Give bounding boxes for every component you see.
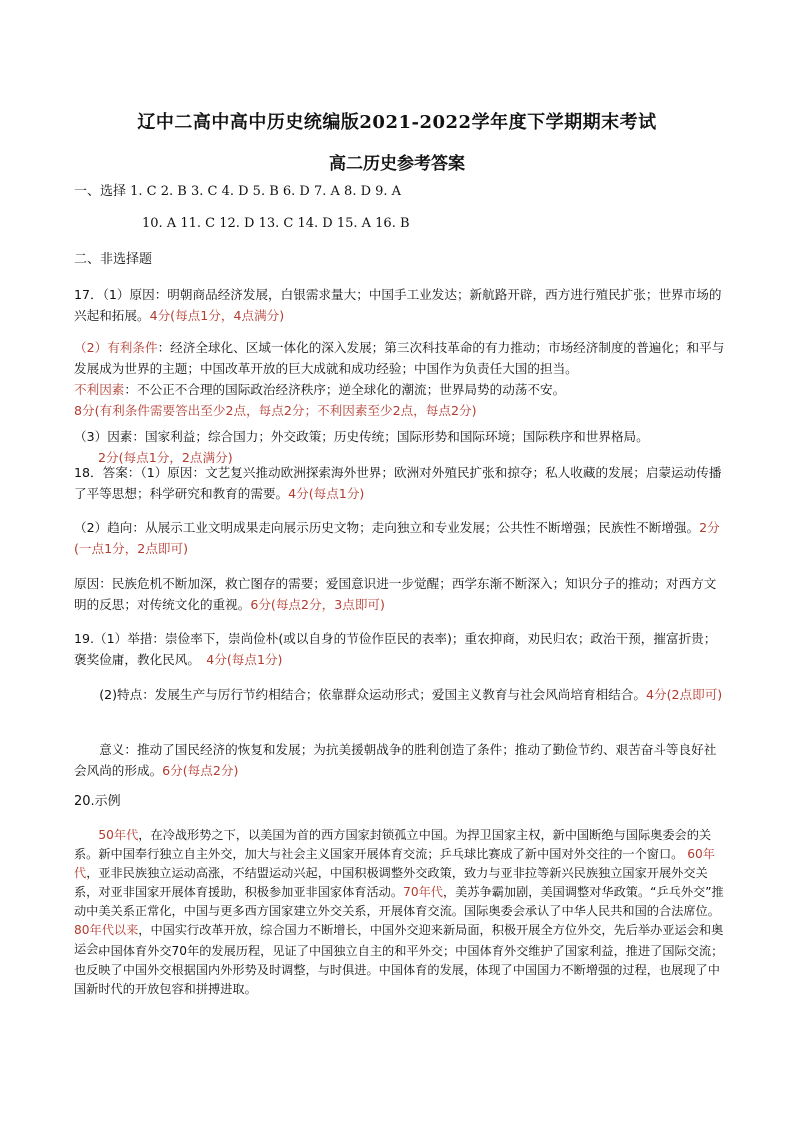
q17-part2-score: 8分(有利条件需要答出至少2点，每点2分；不利因素至少2点，每点2分) xyxy=(74,403,477,418)
q19-part3-score: 6分(每点2分) xyxy=(162,763,239,778)
q18-part1-score: 4分(每点1分) xyxy=(288,486,365,501)
q20-era-60s: 60年代 xyxy=(74,847,715,880)
document-subtitle: 高二历史参考答案 xyxy=(329,154,465,174)
q17-part3-score: 2分(每点1分，2点满分) xyxy=(98,450,233,465)
q17-part1-score: 4分(每点1分，4点满分) xyxy=(149,308,285,323)
q20-example-paragraph xyxy=(74,826,726,959)
q18-part2-score: 2分(一点1分，2点即可) xyxy=(74,520,720,556)
q17-part2-text: ：经济全球化、区域一体化的深入发展；第三次科技革命的有力推动；市场经济制度的普遍化；和平与发展成为世界的主题；中国改革开放的巨大成就和成功经验；中国作为负责任大国的担当。 xyxy=(74,340,725,376)
q17-part2-unfav-label: 不利因素 xyxy=(74,382,125,397)
q20-era-70s: 70年代 xyxy=(403,885,443,899)
q20-label: 20.示例 xyxy=(74,794,121,809)
choice-answers-line-2: 10. A 11. C 12. D 13. C 14. D 15. A 16. B xyxy=(142,216,410,231)
q20-era-50s: 50年代 xyxy=(98,828,139,842)
q19-part3 xyxy=(74,739,726,781)
q18-part1-text: 18．答案：（1）原因：文艺复兴推动欧洲探索海外世界；欧洲对外殖民扩张和掠夺；私人收藏的发展；启蒙运动传播了平等思想；科学研究和教育的需要。 xyxy=(74,465,722,501)
q20-conclusion: 中国体育外交70年的发展历程，见证了中国独立自主的和平外交；中国体育外交维护了国家利益，推进了国际交流；也反映了中国外交根据国内外形势及时调整，与时俱进。中国体育的发展，体现了中国国力不断增强的过程，也展现了中国新时代的开放包容和拼搏进取。 xyxy=(74,944,724,996)
q18-part2 xyxy=(74,517,726,559)
q19-part2-score: 4分(2点即可) xyxy=(645,687,723,702)
q19-part1 xyxy=(74,628,726,670)
q17-part2 xyxy=(74,337,726,421)
q19-part1-text: 19.（1）举措：崇俭率下，崇尚俭朴(或以自身的节俭作臣民的表率)；重农抑商，劝民归农；政治干预，摧富折贵；褒奖俭庸，教化民风。 xyxy=(74,631,717,667)
q18-part3-score: 6分(每点2分，3点即可) xyxy=(250,597,385,612)
q17-part1-text: 17．（1）原因：明朝商品经济发展，白银需求量大；中国手工业发达；新航路开辟，西方进行殖民扩张；世界市场的兴起和拓展。 xyxy=(74,287,722,323)
q17-part2-label: （2）有利条件 xyxy=(74,340,158,355)
q17-part1 xyxy=(74,284,726,326)
q20-era-50s-text: ，在冷战形势之下，以美国为首的西方国家封锁孤立中国。为捍卫国家主权，新中国断绝与国际奥委会的关系。新中国奉行独立自主外交，加大与社会主义国家开展体育交流；乒乓球比赛成了新中国对外交往的一个窗口。 xyxy=(74,828,712,861)
q19-part3-text: 意义：推动了国民经济的恢复和发展；为抗美援朝战争的胜利创造了条件；推动了勤俭节约、艰苦奋斗等良好社会风尚的形成。 xyxy=(74,742,717,778)
q18-part1 xyxy=(74,462,726,504)
section-heading-nonchoice: 二、非选择题 xyxy=(74,252,153,267)
q17-part2-unfav-text: ：不公正不合理的国际政治经济秩序；逆全球化的潮流；世界局势的动荡不安。 xyxy=(124,382,566,397)
q19-part2-text: (2)特点：发展生产与厉行节约相结合；依靠群众运动形式；爱国主义教育与社会风尚培育相结合。 xyxy=(99,687,646,702)
q18-part2-text: （2）趋向：从展示工业文明成果走向展示历史文物；走向独立和专业发展；公共性不断增强；民族性不断增强。 xyxy=(74,520,700,535)
q17-part3-text: （3）因素：国家利益；综合国力；外交政策；历史传统；国际形势和国际环境；国际秩序和世界格局。 xyxy=(74,429,649,444)
q18-part3 xyxy=(74,573,726,615)
q20-era-60s-text: ，亚非民族独立运动高涨，不结盟运动兴起，中国积极调整外交政策，致力与亚非拉等新兴民族独立国家开展外交关系，对亚非国家开展体育援助，积极参加亚非国家体育活动。 xyxy=(74,866,708,899)
document-title: 辽中二高中高中历史统编版2021-2022学年度下学期期末考试 xyxy=(137,112,657,133)
q19-part1-score: 4分(每点1分) xyxy=(206,652,283,667)
choice-answers-line-1: 一、选择 1. C 2. B 3. C 4. D 5. B 6. D 7. A 8. D 9. A xyxy=(74,184,402,199)
q20-era-80s: 80年代以来 xyxy=(74,923,139,937)
q20-era-70s-text: ，美苏争霸加剧，美国调整对华政策。“乒乓外交”推动中美关系正常化，中国与更多西方国家建立外交关系，开展体育交流。国际奥委会承认了中华人民共和国的合法席位。 xyxy=(74,885,724,918)
q18-part3-text: 原因：民族危机不断加深，救亡图存的需要；爱国意识进一步觉醒；西学东渐不断深入；知识分子的推动；对西方文明的反思；对传统文化的重视。 xyxy=(74,576,717,612)
q19-part2 xyxy=(74,684,726,705)
q20-era-80s-text: ，中国实行改革开放，综合国力不断增长，中国外交迎来新局面，积极开展全方位外交，先后举办亚运会和奥运会。 xyxy=(74,923,724,956)
